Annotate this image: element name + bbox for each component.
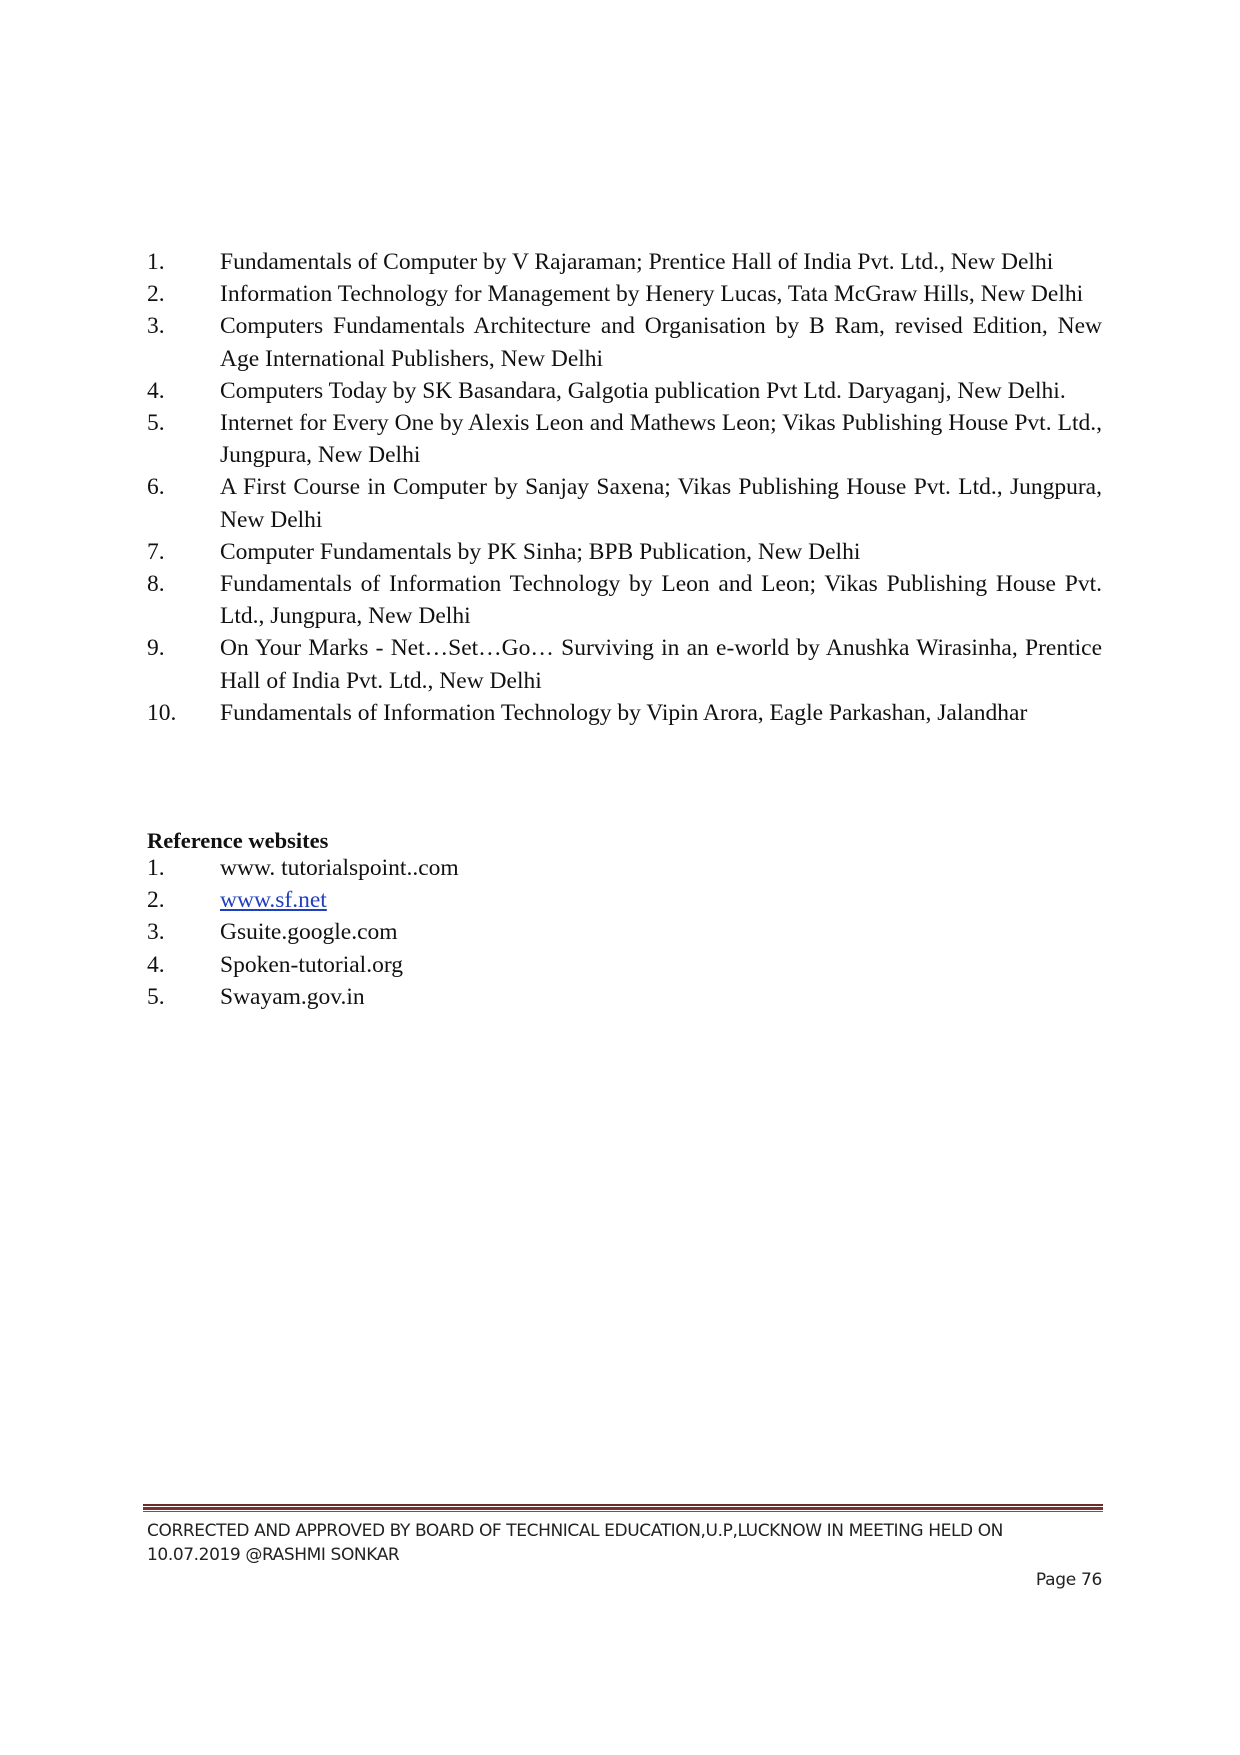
list-item	[147, 246, 1102, 278]
list-item-text: Computers Fundamentals Architecture and Organisation by B Ram, revised Edition, New Age International Publishers, New Delhi	[220, 313, 1102, 372]
list-item	[147, 697, 1102, 729]
list-item	[147, 852, 847, 884]
list-item-number: 5.	[147, 983, 165, 1010]
list-item-number: 8.	[147, 571, 165, 598]
list-item-number: 5.	[147, 410, 165, 437]
website-text: Gsuite.google.com	[220, 919, 398, 946]
book-reference-list	[147, 246, 1102, 729]
list-item-number: 6.	[147, 474, 165, 501]
list-item-number: 7.	[147, 538, 165, 565]
list-item-text: Fundamentals of Information Technology by Leon and Leon; Vikas Publishing House Pvt. Ltd., Jungpura, New Delhi	[220, 571, 1102, 630]
list-item-text: Computer Fundamentals by PK Sinha; BPB Publication, New Delhi	[220, 538, 861, 565]
list-item-number: 2.	[147, 887, 165, 914]
reference-websites-heading: Reference websites	[147, 828, 329, 853]
list-item-text: Computers Today by SK Basandara, Galgotia publication Pvt Ltd. Daryaganj, New Delhi.	[220, 377, 1066, 404]
website-text: www. tutorialspoint..com	[220, 855, 459, 881]
list-item-text: Fundamentals of Computer by V Rajaraman; Prentice Hall of India Pvt. Ltd., New Delhi	[220, 249, 1054, 275]
list-item-text: Fundamentals of Information Technology by Vipin Arora, Eagle Parkashan, Jalandhar	[220, 699, 1028, 726]
website-text: Spoken-tutorial.org	[220, 951, 403, 978]
list-item-text: Information Technology for Management by Henery Lucas, Tata McGraw Hills, New Delhi	[220, 281, 1084, 308]
footer-line-2: 10.07.2019 @RASHMI SONKAR	[147, 1545, 400, 1565]
list-item-number: 2.	[147, 281, 165, 308]
list-item-number: 9.	[147, 635, 165, 662]
list-item	[147, 884, 847, 916]
list-item	[147, 632, 1102, 696]
list-item	[147, 568, 1102, 632]
reference-websites-list	[147, 852, 847, 1013]
list-item	[147, 407, 1102, 471]
list-item-number: 3.	[147, 313, 165, 340]
website-link[interactable]: www.sf.net	[220, 887, 327, 914]
footer-divider-line	[143, 1504, 1103, 1506]
list-item	[147, 536, 1102, 568]
list-item-text: On Your Marks - Net…Set…Go… Surviving in an e-world by Anushka Wirasinha, Prentice Hall of India Pvt. Ltd., New Delhi	[220, 635, 1102, 694]
list-item	[147, 278, 1102, 310]
footer-divider-line	[143, 1511, 1103, 1512]
footer-divider	[143, 1504, 1103, 1512]
list-item-text: A First Course in Computer by Sanjay Saxena; Vikas Publishing House Pvt. Ltd., Jungpura, New Delhi	[220, 474, 1102, 533]
list-item-number: 3.	[147, 919, 165, 946]
footer-approval-note	[147, 1519, 1107, 1567]
list-item	[147, 949, 847, 981]
list-item	[147, 375, 1102, 407]
page-number: Page 76	[1035, 1570, 1102, 1590]
list-item-number: 4.	[147, 377, 165, 404]
list-item-number: 1.	[147, 855, 165, 881]
website-text: Swayam.gov.in	[220, 983, 365, 1010]
footer-line-1: CORRECTED AND APPROVED BY BOARD OF TECHNICAL EDUCATION,U.P,LUCKNOW IN MEETING HELD ON	[147, 1521, 1004, 1541]
list-item-number: 4.	[147, 951, 165, 978]
list-item	[147, 981, 847, 1013]
footer-divider-line	[143, 1507, 1103, 1510]
list-item	[147, 916, 847, 948]
list-item-text: Internet for Every One by Alexis Leon and Mathews Leon; Vikas Publishing House Pvt. Ltd., Jungpura, New Delhi	[220, 410, 1102, 469]
list-item-number: 1.	[147, 249, 165, 275]
list-item-number: 10.	[147, 699, 177, 726]
list-item	[147, 471, 1102, 535]
list-item	[147, 310, 1102, 374]
